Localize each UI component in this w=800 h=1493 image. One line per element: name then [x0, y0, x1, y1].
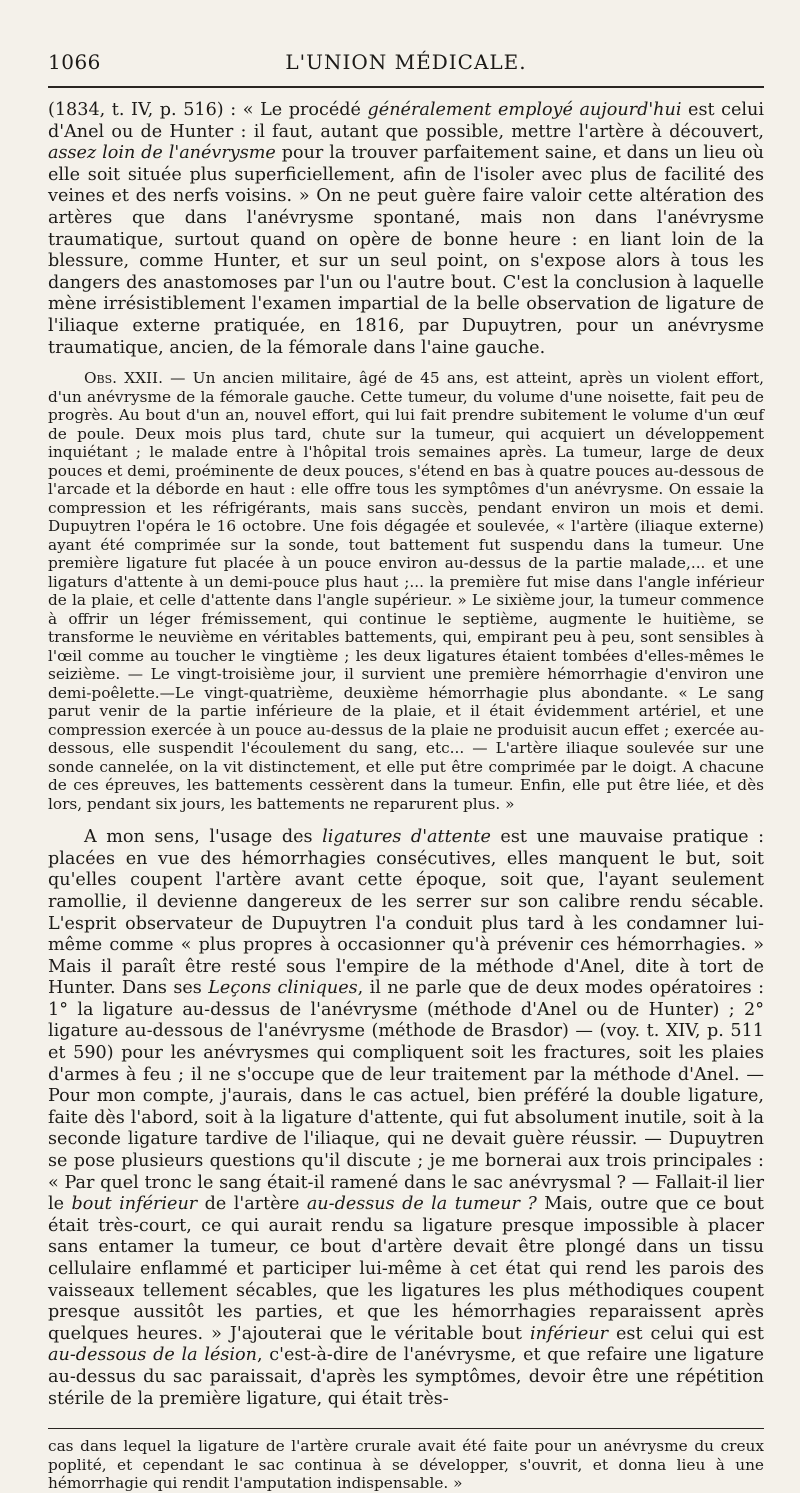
page-number: 1066: [48, 50, 101, 74]
p1-text-e: pour la trouver parfaitement saine, et dans un lieu où elle soit située plus superficiellement, afin de l'isoler avec plus de facilité des veines et des nerfs voisins. » On ne peut guère faire valoir cette altération des artères que dans l'anévrysme spontané, mais non dans l'anévrysme traumatique, surtout quand on opère de bonne heure : en liant loin de la blessure, comme Hunter, et sur un seul point, on s'expose alors à tous les dangers des anastomoses par l'un ou l'autre bout. C'est la conclusion à laquelle mène irrésistiblement l'examen impartial de la belle observation de ligature de l'iliaque externe pratiquée, en 1816, par Dupuytren, pour un anévrysme traumatique, ancien, de la fémorale dans l'aine gauche.: [48, 143, 764, 358]
observation-label: Obs. XXII.: [84, 369, 163, 388]
p2-italic-d: Leçons cliniques: [208, 978, 358, 999]
p2-text-k: est celui qui est: [608, 1323, 764, 1344]
p1-italic-b: généralement employé aujourd'hui: [367, 100, 682, 120]
p1-italic-d: assez loin de l'anévrysme: [48, 143, 276, 164]
p2-italic-l: au-dessous de la lésion: [48, 1345, 257, 1366]
p1-text-c: est celui d'Anel ou de Hunter : il faut, autant que possible, mettre l'artère à découvert,: [48, 100, 764, 142]
footnote: cas dans lequel la ligature de l'artère crurale avait été faite pour un anévrysme du creux poplité, et cependant le sac continua à se développer, s'ouvrit, et donna lieu à une hémorrhagie qui rendit l'amputation indispensable. »: [48, 1437, 764, 1493]
p2-text-e: , il ne parle que de deux modes opératoires : 1° la ligature au-dessus de l'anévrysme (méthode d'Anel ou de Hunter) ; 2° ligature au-dessous de l'anévrysme (méthode de Brasdor) — (voy. t. XIV, p. 511 et 590) pour les anévrysmes qui compliquent soit les fractures, soit les plaies d'armes à feu ; il ne s'occupe que de leur traitement par la méthode d'Anel. — Pour mon compte, j'aurais, dans le cas actuel, bien préféré la double ligature, faite dès l'abord, soit à la ligature d'attente, qui fut absolument inutile, soit à la seconde ligature tardive de l'iliaque, qui ne devait guère réussir. — Dupuytren se pose plusieurs questions qu'il discute ; je me bornerai aux trois principales : « Par quel tronc le sang était-il ramené dans le sac anévrysmal ? — Fallait-il lier le: [48, 978, 764, 1215]
p2-text-i: Mais, outre que ce bout était très-court, ce qui aurait rendu sa ligature presque impossible à placer sans entamer la tumeur, ce bout d'artère devait être plongé dans un tissu cellulaire enflammé et participer lui-même à cet état qui rend les parois des vaisseaux tellement sécables, que les ligatures les plus méthodiques coupent presque aussitôt les parties, et que les hémorrhagies reparaissent après quelques heures. » J'ajouterai que le véritable bout: [48, 1194, 764, 1344]
journal-title: L'UNION MÉDICALE.: [285, 50, 527, 74]
p2-italic-j: inférieur: [529, 1323, 609, 1344]
p2-italic-h: au-dessus de la tumeur ?: [306, 1194, 537, 1215]
p1-text-a: (1834, t. IV, p. 516) : « Le procédé: [48, 100, 368, 120]
p2-text-m: , c'est-à-dire de l'anévrysme, et que refaire une ligature au-dessus du sac paraissait, d'après les symptômes, devoir être une répétition stérile de la première ligature, qui était très-: [48, 1345, 764, 1409]
observation-text: — Un ancien militaire, âgé de 45 ans, est atteint, après un violent effort, d'un anévrysme de la fémorale gauche. Cette tumeur, du volume d'une noisette, fait peu de progrès. Au bout d'un an, nouvel effort, qui lui fait prendre subitement le volume d'un œuf de poule. Deux mois plus tard, chute sur la tumeur, qui acquiert un développement inquiétant ; le malade entre à l'hôpital trois semaines après. La tumeur, large de deux pouces et demi, proéminente de deux pouces, s'étend en bas à quatre pouces au-dessous de l'arcade et la déborde en haut : elle offre tous les symptômes d'un anévrysme. On essaie la compression et les réfrigérants, mais sans succès, pendant environ un mois et demi. Dupuytren l'opéra le 16 octobre. Une fois dégagée et soulevée, « l'artère (iliaque externe) ayant été comprimée sur la sonde, tout battement fut suspendu dans la tumeur. Une première ligature fut placée à un pouce environ au-dessus de la partie malade,... et une ligaturs d'attente à un demi-pouce plus haut ;... la première fut mise dans l'angle inférieur de la plaie, et celle d'attente dans l'angle supérieur. » Le sixième jour, la tumeur commence à offrir un léger frémissement, qui continue le septième, augmente le huitième, se transforme le neuvième en véritables battements, qui, empirant peu à peu, sont sensibles à l'œil comme au toucher le vingtième ; les deux ligatures étaient tombées d'elles-mêmes le seizième. — Le vingt-troisième jour, il survient une première hémorrhagie d'environ une demi-poêlette.—Le vingt-quatrième, deuxième hémorrhagie plus abondante. « Le sang parut venir de la partie inférieure de la plaie, et il était évidemment artériel, et une compression exercée à un pouce au-dessus de la plaie ne produisit aucun effet ; exercée au-dessous, elle suspendit l'écoulement du sang, etc... — L'artère iliaque soulevée sur une sonde cannelée, on la vit distinctement, et elle put être comprimée par le doigt. A chacune de ces épreuves, les battements cessèrent dans la tumeur. Enfin, elle put être liée, et dès lors, pendant six jours, les battements ne reparurent plus. »: [48, 369, 764, 813]
header-rule: [48, 86, 764, 88]
p2-italic-f: bout inférieur: [71, 1194, 198, 1215]
paragraph-1: [48, 100, 764, 359]
p2-italic-b: ligatures d'attente: [322, 827, 491, 848]
paragraph-2: [48, 827, 764, 1410]
p2-text-c: est une mauvaise pratique : placées en vue des hémorrhagies consécutives, elles manquent le but, soit qu'elles coupent l'artère avant cette époque, soit que, l'ayant seulement ramollie, il devienne dangereux de les serrer sur son calibre rendu sécable. L'esprit observateur de Dupuytren l'a conduit plus tard à les condamner lui-même comme « plus propres à occasionner qu'à prévenir ces hémorrhagies. » Mais il paraît être resté sous l'empire de la méthode d'Anel, dite à tort de Hunter. Dans ses: [48, 827, 764, 999]
p2-text-a: A mon sens, l'usage des: [84, 827, 323, 848]
footnote-rule: [48, 1428, 764, 1429]
p2-text-g: de l'artère: [197, 1194, 307, 1215]
running-head: [48, 44, 764, 80]
observation-xxii: [48, 369, 764, 813]
